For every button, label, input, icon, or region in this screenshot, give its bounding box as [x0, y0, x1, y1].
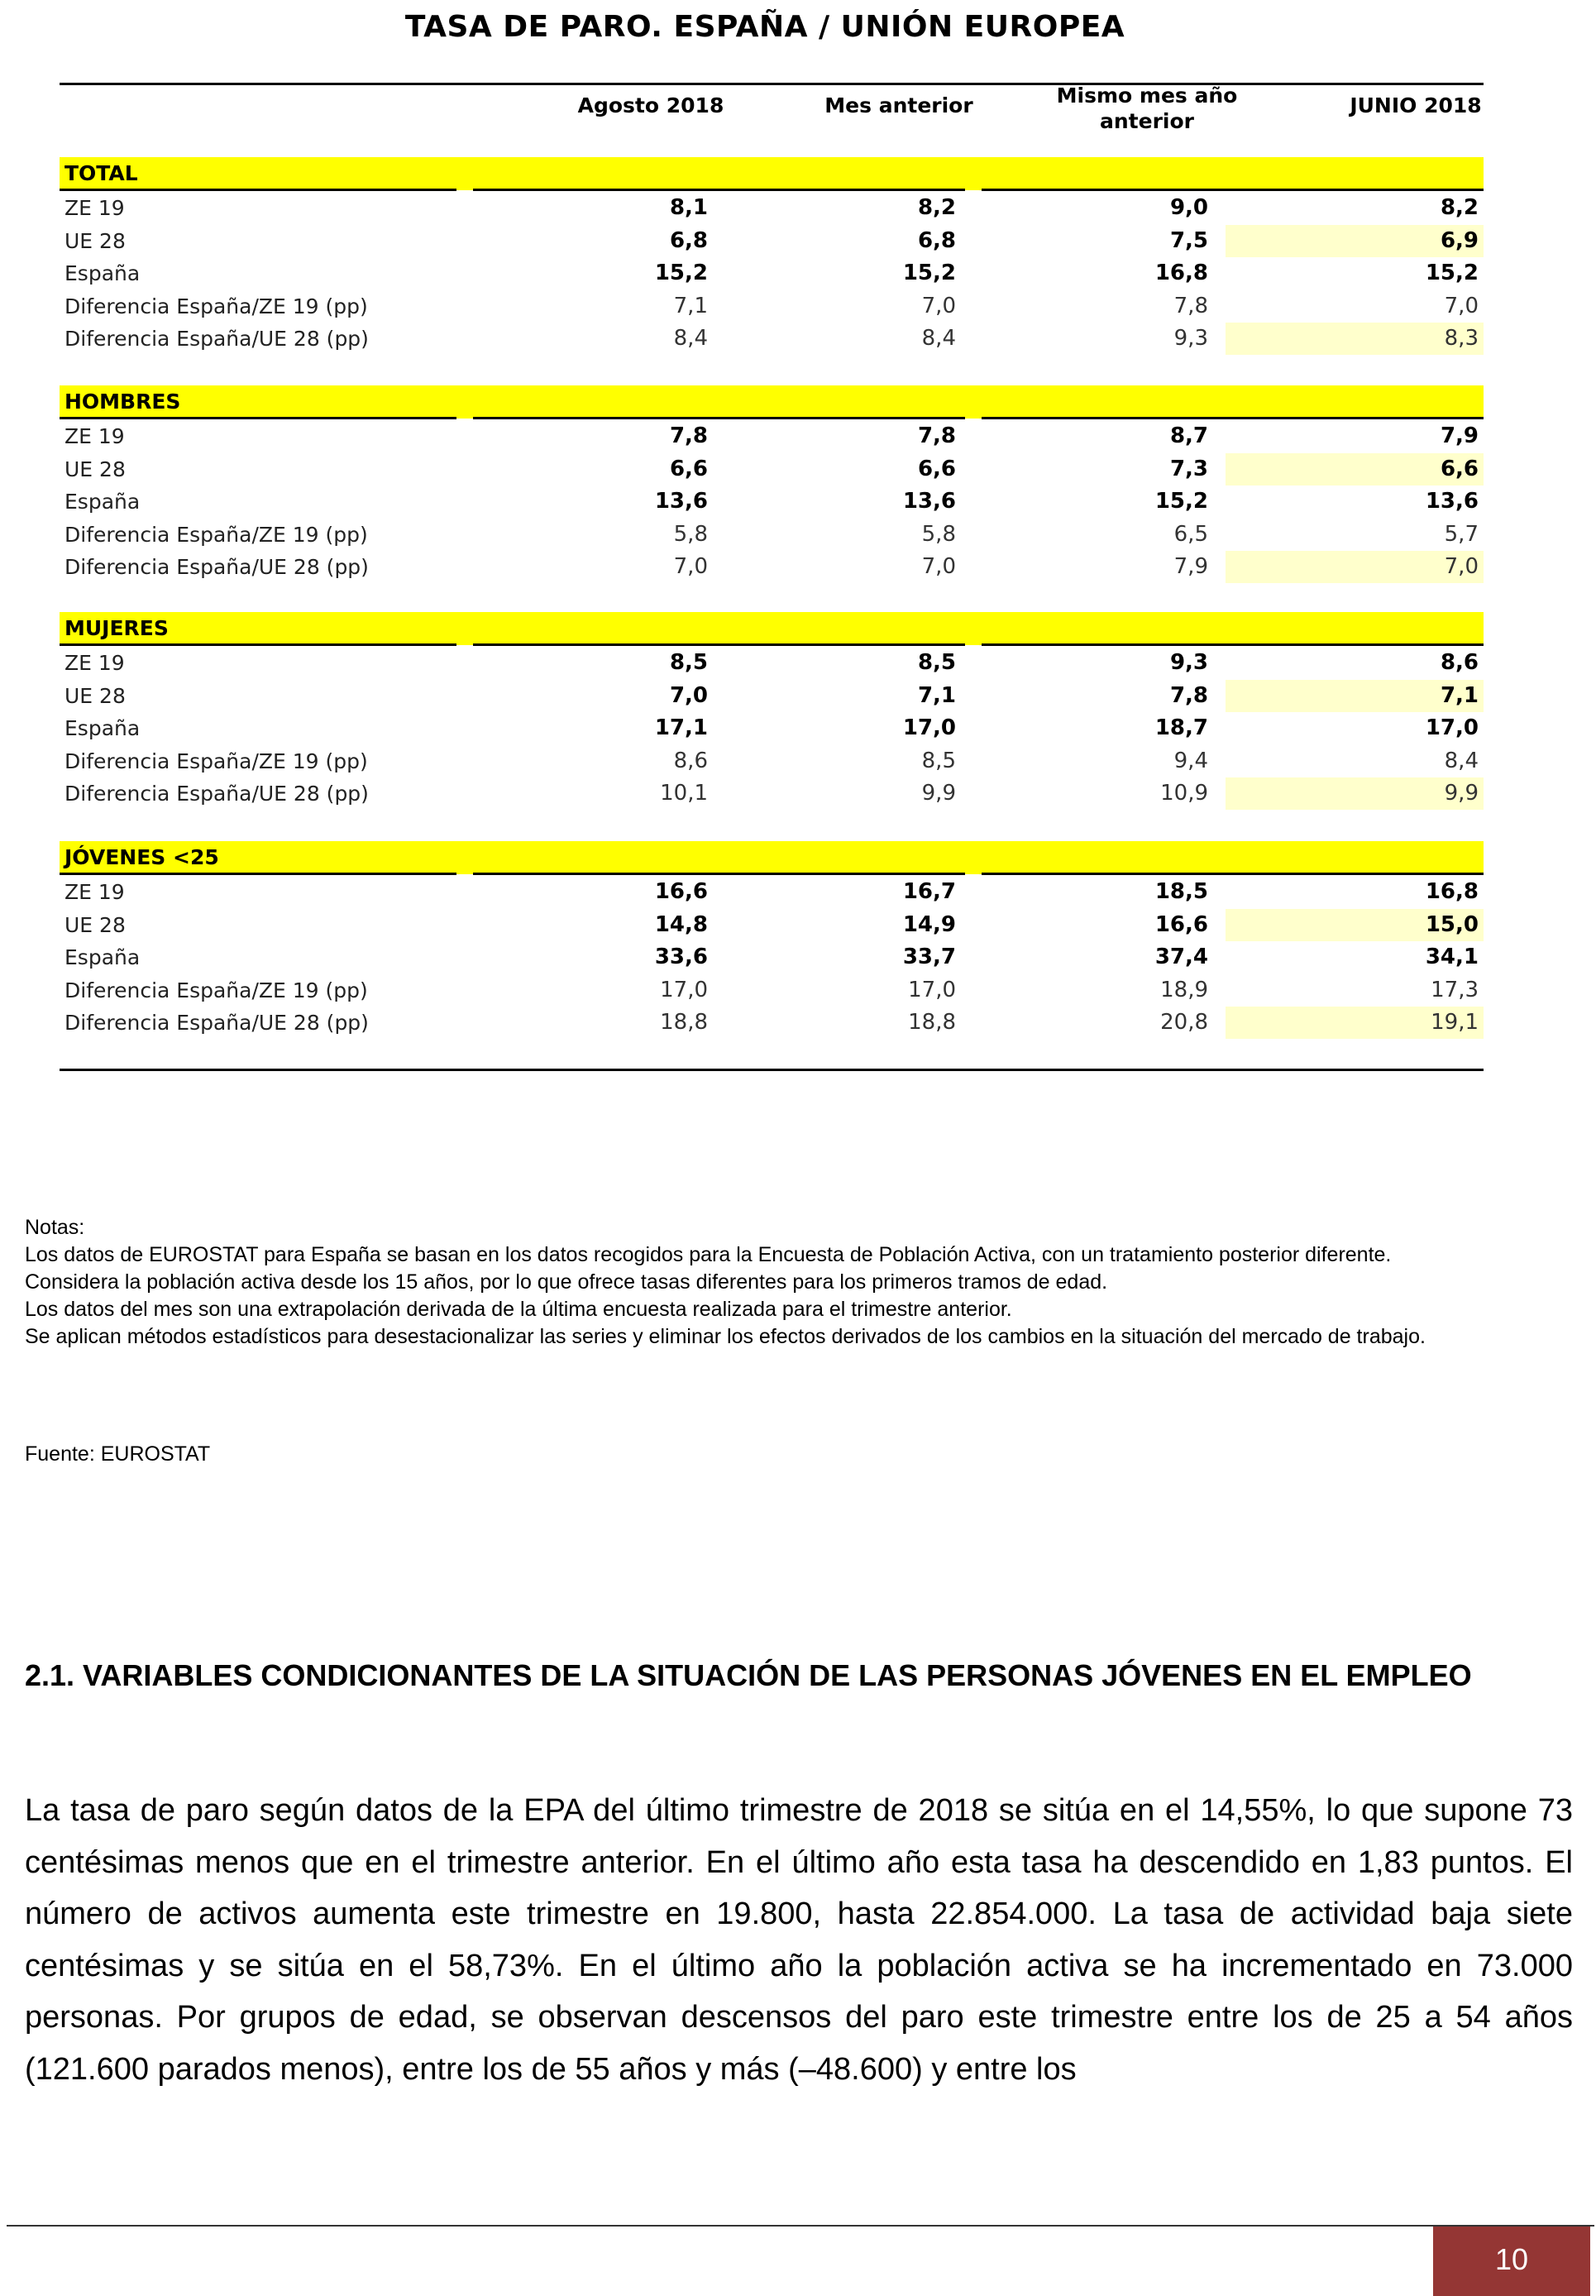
table-bottom-rule: [60, 1069, 1484, 1071]
table-cell: 7,1: [1226, 680, 1484, 712]
section-band: [60, 385, 1484, 419]
section-band: [60, 841, 1484, 874]
table-row: [60, 647, 1484, 679]
table-cell: 9,3: [1173, 326, 1208, 351]
column-header-mes-anterior: Mes anterior: [824, 93, 973, 117]
row-label: ZE 19: [65, 651, 125, 675]
note-line: Considera la población activa desde los 15 años, por lo que ofrece tasas diferentes para los primeros tramos de edad.: [25, 1270, 1108, 1294]
table-cell: 15,0: [1226, 909, 1484, 941]
table-cell: 17,0: [902, 715, 956, 740]
row-label: Diferencia España/UE 28 (pp): [65, 327, 369, 351]
table-cell: 33,6: [654, 945, 708, 969]
table-cell: 9,9: [1226, 777, 1484, 810]
table-cell: 8,4: [921, 326, 956, 351]
section-rule: [473, 873, 721, 875]
table-row: [60, 712, 1484, 744]
section-label: HOMBRES: [65, 390, 181, 414]
page-number: 10: [1433, 2227, 1590, 2296]
section-rule: [1226, 643, 1484, 646]
table-cell: 6,5: [1173, 521, 1208, 547]
table-cell: 9,3: [1169, 650, 1208, 675]
table-cell: 19,1: [1226, 1007, 1484, 1039]
table-cell: 8,2: [917, 195, 956, 220]
table-cell: 33,7: [902, 945, 956, 969]
section-rule: [721, 873, 965, 875]
note-line: Los datos de EUROSTAT para España se basan en los datos recogidos para la Encuesta de Población Activa, con un tratamiento posterior diferente.: [25, 1243, 1392, 1266]
table-cell: 5,8: [921, 521, 956, 547]
notes-block: [25, 1214, 1573, 1351]
section-rule: [721, 189, 965, 191]
table-row: [60, 323, 1484, 355]
table-cell: 9,4: [1173, 748, 1208, 773]
row-label: España: [65, 716, 141, 740]
table-cell: 6,6: [669, 456, 708, 481]
table-cell: 7,0: [673, 554, 708, 579]
table-row: [60, 909, 1484, 941]
table-cell: 16,6: [654, 879, 708, 904]
footer-rule: [7, 2225, 1594, 2227]
table-cell: 7,9: [1440, 423, 1479, 448]
section-label: JÓVENES <25: [65, 845, 219, 869]
table-cell: 8,6: [673, 748, 708, 773]
table-cell: 15,2: [1425, 261, 1479, 285]
table-cell: 17,0: [1425, 715, 1479, 740]
table-cell: 8,5: [917, 650, 956, 675]
row-label: ZE 19: [65, 196, 125, 220]
column-header-agosto: Agosto 2018: [577, 93, 724, 117]
body-paragraph: La tasa de paro según datos de la EPA del último trimestre de 2018 se sitúa en el 14,55%, lo que supone 73 centésimas menos que en el trimestre anterior. En el último año esta tasa ha descendido en 1,83 puntos. El número de activos aumenta este trimestre en 19.800, hasta 22.854.000. La tasa de actividad baja siete centésimas y se sitúa en el 58,73%. En el último año la población activa se ha incrementado en 73.000 personas. Por grupos de edad, se observan descensos del paro este trimestre entre los de 25 a 54 años (121.600 parados menos), entre los de 55 años y más (–48.600) y entre los: [25, 1793, 1573, 2087]
section-rule: [721, 417, 965, 419]
section-label: TOTAL: [65, 161, 138, 185]
column-header-mismo-mes: Mismo mes año anterior: [1056, 84, 1238, 133]
row-label: ZE 19: [65, 880, 125, 904]
section-rule: [60, 643, 456, 646]
notes-heading: Notas:: [25, 1216, 85, 1239]
table-cell: 7,8: [1169, 682, 1208, 708]
table-cell: 17,0: [908, 977, 956, 1002]
row-label: España: [65, 490, 141, 514]
table-cell: 15,2: [654, 261, 708, 285]
section-rule: [1226, 189, 1484, 191]
table-cell: 5,8: [673, 521, 708, 547]
table-cell: 15,2: [1154, 489, 1208, 514]
table-cell: 7,3: [1169, 456, 1208, 481]
table-cell: 8,2: [1440, 195, 1479, 220]
table-cell: 8,6: [1440, 650, 1479, 675]
section-rule: [473, 643, 721, 646]
table-cell: 17,1: [654, 715, 708, 740]
table-cell: 7,8: [1173, 293, 1208, 318]
row-label: UE 28: [65, 912, 126, 937]
section-rule: [1226, 417, 1484, 419]
column-header-junio: JUNIO 2018: [1350, 93, 1482, 117]
table-cell: 7,0: [921, 554, 956, 579]
section-rule: [473, 189, 721, 191]
table-cell: 18,7: [1154, 715, 1208, 740]
table-row: [60, 192, 1484, 224]
table-row: [60, 225, 1484, 257]
row-label: Diferencia España/UE 28 (pp): [65, 555, 369, 579]
table-cell: 8,4: [1444, 748, 1479, 773]
table-cell: 13,6: [1425, 489, 1479, 514]
section-rule: [473, 417, 721, 419]
table-cell: 15,2: [902, 261, 956, 285]
source-note: Fuente: EUROSTAT: [25, 1442, 211, 1466]
section-rule: [982, 873, 1226, 875]
table-cell: 8,5: [669, 650, 708, 675]
table-cell: 14,9: [902, 911, 956, 937]
table-cell: 8,4: [673, 326, 708, 351]
row-label: Diferencia España/ZE 19 (pp): [65, 978, 368, 1002]
table-row: [60, 453, 1484, 486]
section-rule: [982, 417, 1226, 419]
table-cell: 18,8: [660, 1010, 708, 1035]
table-cell: 6,9: [1226, 225, 1484, 257]
table-cell: 16,7: [902, 879, 956, 904]
section-band: [60, 157, 1484, 190]
table-cell: 7,0: [921, 293, 956, 318]
table-cell: 16,8: [1154, 261, 1208, 285]
table-cell: 16,6: [1154, 911, 1208, 937]
row-label: Diferencia España/ZE 19 (pp): [65, 522, 368, 547]
table-row: [60, 941, 1484, 973]
section-rule: [60, 873, 456, 875]
table-cell: 13,6: [654, 489, 708, 514]
table-row: [60, 551, 1484, 583]
table-row: [60, 486, 1484, 518]
section-rule: [60, 189, 456, 191]
table-cell: 7,8: [669, 423, 708, 448]
row-label: Diferencia España/ZE 19 (pp): [65, 294, 368, 318]
note-line: Los datos del mes son una extrapolación derivada de la última encuesta realizada para el trimestre anterior.: [25, 1298, 1012, 1321]
table-row: [60, 290, 1484, 323]
table-cell: 14,8: [654, 911, 708, 937]
table-cell: 7,8: [917, 423, 956, 448]
row-label: UE 28: [65, 683, 126, 708]
table-cell: 8,5: [921, 748, 956, 773]
section-rule: [982, 643, 1226, 646]
table-row: [60, 420, 1484, 452]
table-cell: 13,6: [902, 489, 956, 514]
row-label: ZE 19: [65, 424, 125, 448]
table-cell: 18,9: [1160, 977, 1208, 1002]
section-rule: [721, 643, 965, 646]
table-cell: 7,9: [1173, 554, 1208, 579]
row-label: Diferencia España/UE 28 (pp): [65, 1011, 369, 1035]
row-label: UE 28: [65, 457, 126, 481]
table-title: TASA DE PARO. ESPAÑA / UNIÓN EUROPEA: [404, 10, 1125, 44]
table-cell: 7,1: [673, 293, 708, 318]
table-cell: 6,8: [917, 227, 956, 253]
row-label: España: [65, 945, 141, 969]
table-cell: 34,1: [1425, 945, 1479, 969]
section-band: [60, 612, 1484, 645]
row-label: UE 28: [65, 228, 126, 253]
section-heading: 2.1. VARIABLES CONDICIONANTES DE LA SITUACIÓN DE LAS PERSONAS JÓVENES EN EL EMPLEO: [25, 1658, 1472, 1692]
table-cell: 10,9: [1160, 781, 1208, 806]
section-label: MUJERES: [65, 616, 169, 640]
table-cell: 7,0: [1444, 293, 1479, 318]
table-cell: 17,3: [1431, 977, 1479, 1002]
table-cell: 8,7: [1169, 423, 1208, 448]
note-line: Se aplican métodos estadísticos para desestacionalizar las series y eliminar los efectos derivados de los cambios en la situación del mercado de trabajo.: [25, 1325, 1426, 1348]
table-cell: 18,5: [1154, 879, 1208, 904]
table-row: [60, 519, 1484, 551]
section-rule: [1226, 873, 1484, 875]
table-row: [60, 257, 1484, 289]
table-cell: 6,8: [669, 227, 708, 253]
table-cell: 7,1: [917, 682, 956, 708]
section-rule: [982, 189, 1226, 191]
table-cell: 7,5: [1169, 227, 1208, 253]
row-label: Diferencia España/UE 28 (pp): [65, 782, 369, 806]
table-row: [60, 745, 1484, 777]
table-cell: 8,1: [669, 195, 708, 220]
table-row: [60, 680, 1484, 712]
table-cell: 16,8: [1425, 879, 1479, 904]
table-cell: 8,3: [1226, 323, 1484, 355]
table-cell: 6,6: [917, 456, 956, 481]
table-cell: 5,7: [1444, 521, 1479, 547]
table-cell: 7,0: [1226, 551, 1484, 583]
table-cell: 9,9: [921, 781, 956, 806]
table-cell: 7,0: [669, 682, 708, 708]
table-cell: 37,4: [1154, 945, 1208, 969]
table-cell: 6,6: [1226, 453, 1484, 486]
table-cell: 18,8: [908, 1010, 956, 1035]
row-label: Diferencia España/ZE 19 (pp): [65, 749, 368, 773]
table-cell: 20,8: [1160, 1010, 1208, 1035]
table-cell: 10,1: [660, 781, 708, 806]
table-row: [60, 1007, 1484, 1039]
table-cell: 17,0: [660, 977, 708, 1002]
table-row: [60, 777, 1484, 810]
section-rule: [60, 417, 456, 419]
table-cell: 9,0: [1169, 195, 1208, 220]
row-label: España: [65, 261, 141, 285]
table-row: [60, 974, 1484, 1007]
table-row: [60, 876, 1484, 908]
